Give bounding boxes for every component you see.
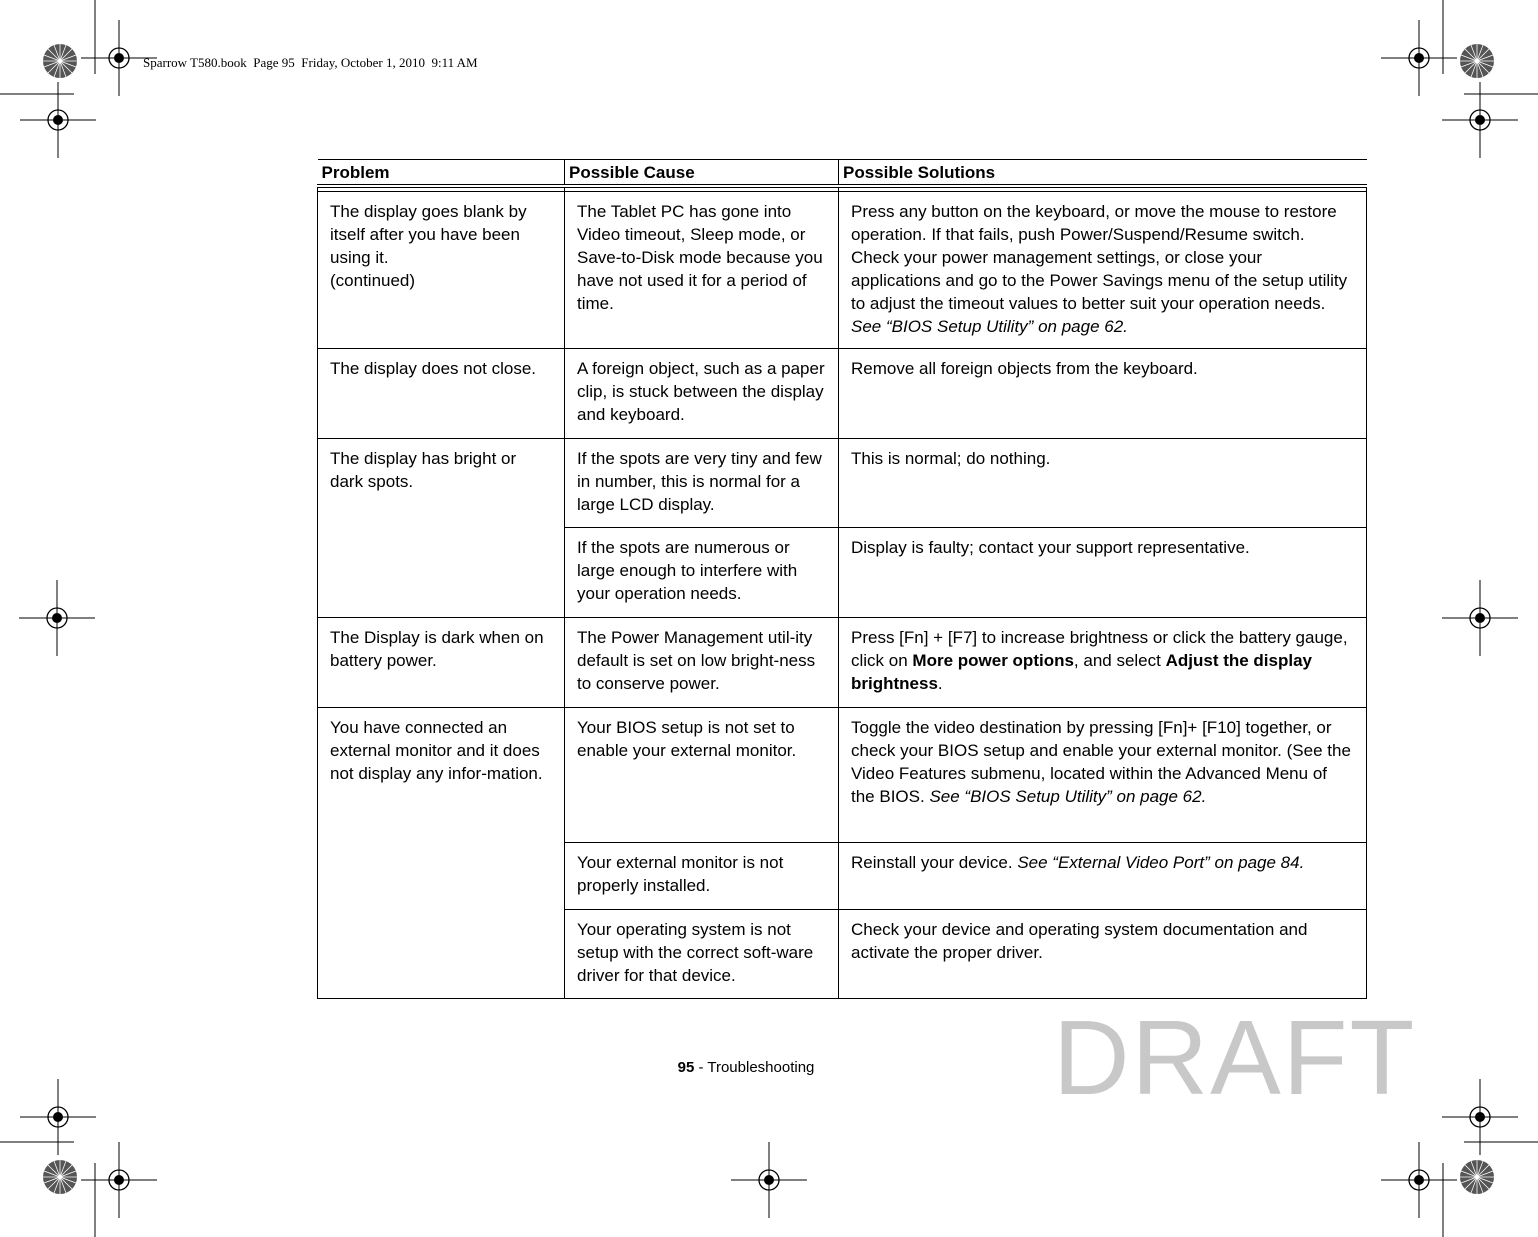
cause-cell: Your operating system is not setup with the correct soft-ware driver for that device.	[565, 910, 839, 999]
solution-cell: This is normal; do nothing.	[839, 439, 1367, 528]
solution-text: .	[937, 674, 943, 693]
registration-mark-left-lower	[20, 1079, 96, 1155]
registration-mark-right-middle	[1442, 580, 1518, 656]
ui-term-adjust-brightness: Adjust the display brightness	[851, 651, 1313, 693]
registration-mark-bottom-left	[81, 1142, 157, 1218]
table-row	[318, 618, 1367, 708]
table-row	[318, 192, 1367, 349]
page-number: 95	[677, 1059, 695, 1076]
solution-cell: Check your device and operating system documentation and activate the proper driver.	[839, 910, 1367, 999]
cause-cell: If the spots are numerous or large enough to interfere with your operation needs.	[565, 528, 839, 618]
corner-star-bottom-left	[43, 1160, 77, 1194]
table-row	[318, 439, 1367, 528]
problem-cell: The Display is dark when on battery power.	[318, 618, 565, 708]
header-possible-solutions: Possible Solutions	[839, 160, 1367, 187]
problem-cell	[318, 192, 565, 349]
ui-term-more-power-options: More power options	[912, 651, 1074, 670]
draft-watermark: DRAFT	[1053, 999, 1417, 1117]
corner-star-bottom-right	[1460, 1160, 1494, 1194]
problem-cell: The display does not close.	[318, 349, 565, 439]
solution-text: Press any button on the keyboard, or move the mouse to restore operation. If that fails, push Power/Suspend/Resume switch. Check your power management settings, or close your applications and go to the Power Savings menu of the setup utility to adjust the timeout values to better suit your operation needs.	[851, 202, 1348, 313]
cause-cell: The Power Management util-ity default is set on low bright-ness to conserve power.	[565, 618, 839, 708]
registration-mark-right-lower	[1442, 1079, 1518, 1155]
solution-text: , and select	[1073, 651, 1166, 670]
cause-cell: Your BIOS setup is not set to enable your external monitor.	[565, 708, 839, 843]
troubleshooting-table	[317, 159, 1367, 999]
problem-cell: You have connected an external monitor and it does not display any infor-mation.	[318, 708, 565, 999]
registration-mark-left-upper	[20, 82, 96, 158]
problem-text: The display goes blank by itself after you have been using it.	[330, 202, 527, 267]
section-name: Troubleshooting	[707, 1059, 815, 1076]
solution-text: Press [Fn] + [F7] to increase brightness or click the battery gauge, click on	[851, 628, 1348, 670]
footer-separator: -	[694, 1059, 708, 1076]
table-row	[318, 349, 1367, 439]
continued-note: (continued)	[330, 271, 416, 290]
cause-cell: The Tablet PC has gone into Video timeout, Sleep mode, or Save-to-Disk mode because you have not used it for a period of time.	[565, 192, 839, 349]
solution-cell	[839, 192, 1367, 349]
header-problem: Problem	[318, 160, 565, 187]
registration-mark-bottom-right	[1381, 1142, 1457, 1218]
solution-cell	[839, 618, 1367, 708]
registration-mark-left-middle	[19, 580, 95, 656]
cause-cell: Your external monitor is not properly installed.	[565, 843, 839, 910]
registration-mark-top-right	[1381, 20, 1457, 96]
print-slug: Sparrow T580.book Page 95 Friday, October 1, 2010 9:11 AM	[143, 55, 478, 70]
problem-cell: The display has bright or dark spots.	[318, 439, 565, 618]
solution-text: Toggle the video destination by pressing [Fn]+ [F10] together, or check your BIOS setup and enable your external monitor. (See the Video Features submenu, located within the Advanced Menu of the BIOS.	[851, 718, 1351, 806]
header-possible-cause: Possible Cause	[565, 160, 839, 187]
corner-star-top-right	[1460, 44, 1494, 78]
solution-cell	[839, 708, 1367, 843]
registration-mark-right-upper	[1442, 82, 1518, 158]
solution-cell: Display is faulty; contact your support representative.	[839, 528, 1367, 618]
cause-cell: A foreign object, such as a paper clip, is stuck between the display and keyboard.	[565, 349, 839, 439]
solution-cell: Remove all foreign objects from the keyboard.	[839, 349, 1367, 439]
registration-mark-bottom-center	[731, 1142, 807, 1218]
cross-reference: See “BIOS Setup Utility” on page 62.	[929, 787, 1207, 806]
table-header-row	[318, 160, 1367, 187]
table-row	[318, 708, 1367, 843]
cause-cell: If the spots are very tiny and few in number, this is normal for a large LCD display.	[565, 439, 839, 528]
solution-cell	[839, 843, 1367, 910]
cross-reference: See “BIOS Setup Utility” on page 62.	[851, 317, 1128, 336]
solution-text: Reinstall your device.	[851, 853, 1018, 872]
cross-reference: See “External Video Port” on page 84.	[1017, 853, 1305, 872]
corner-star-top-left	[43, 44, 77, 78]
